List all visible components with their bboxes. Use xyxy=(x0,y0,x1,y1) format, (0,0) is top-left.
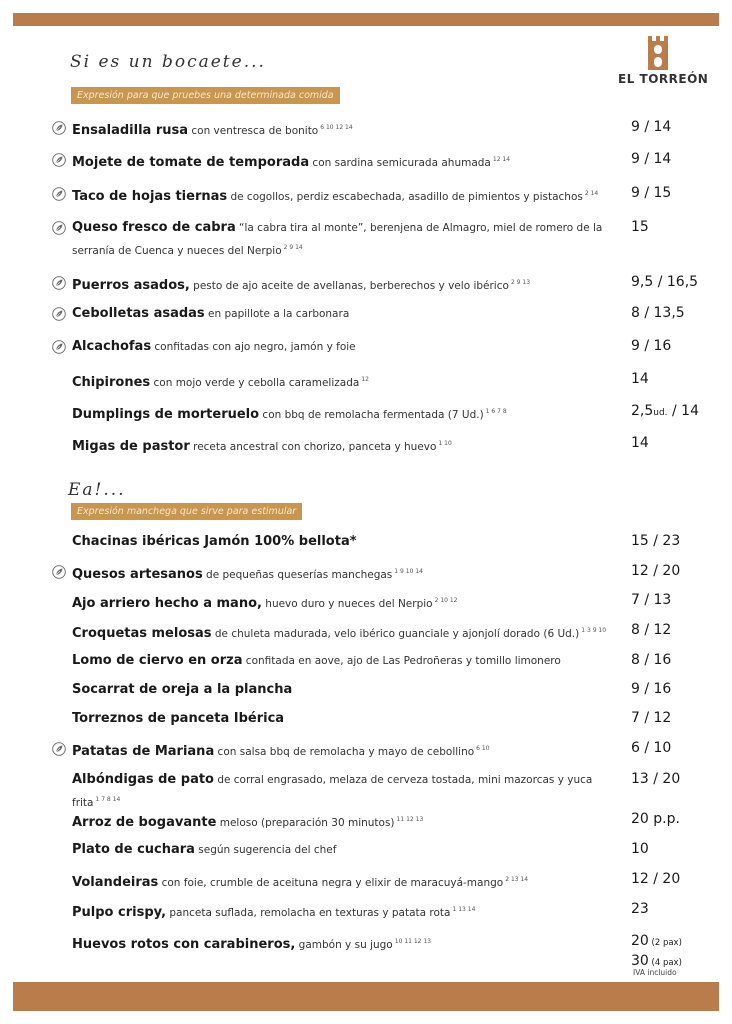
item-description: receta ancestral con chorizo, panceta y huevo xyxy=(189,441,437,453)
item-name: Alcachofas xyxy=(72,339,152,354)
allergen-codes: 1 7 8 14 xyxy=(95,796,121,803)
item-text xyxy=(72,118,610,141)
price-unit: ud. xyxy=(653,408,668,418)
item-text xyxy=(72,900,610,923)
item-price: 7 / 13 xyxy=(631,592,672,608)
item-description: meloso (preparación 30 minutos) xyxy=(216,817,395,829)
leaf-icon xyxy=(52,186,66,200)
item-name: Huevos rotos con carabineros, xyxy=(72,937,296,952)
item-price: 15 xyxy=(631,219,649,235)
allergen-codes: 6 10 xyxy=(476,745,490,752)
leaf-icon xyxy=(52,152,66,166)
item-text xyxy=(72,739,610,762)
item-description: con sardina semicurada ahumada xyxy=(309,157,491,169)
item-description: de pequeñas queserías manchegas xyxy=(202,569,393,581)
item-description: con ventresca de bonito xyxy=(188,125,319,137)
allergen-codes: 1 9 10 14 xyxy=(394,568,423,575)
item-text xyxy=(72,218,610,261)
item-description: con mojo verde y cebolla caramelizada xyxy=(150,377,360,389)
item-name: Ensaladilla rusa xyxy=(72,123,189,138)
item-price: 15 / 23 xyxy=(631,533,681,549)
item-price: 9 / 16 xyxy=(631,338,672,354)
pax-two-label: (2 pax) xyxy=(648,938,682,948)
item-price xyxy=(631,402,699,423)
allergen-codes: 1 3 9 10 xyxy=(581,627,607,634)
section2-title: Ea!... xyxy=(68,480,126,500)
price-four-pax: 30 xyxy=(631,953,649,969)
item-name: Chacinas ibéricas Jamón 100% bellota* xyxy=(72,534,357,549)
item-price: 8 / 13,5 xyxy=(631,305,685,321)
item-name: Volandeiras xyxy=(72,875,159,890)
item-description: en papillote a la carbonara xyxy=(204,308,350,320)
item-name: Torreznos de panceta Ibérica xyxy=(72,711,285,726)
item-name: Ajo arriero hecho a mano, xyxy=(72,596,262,611)
leaf-icon xyxy=(52,564,66,578)
item-text xyxy=(72,402,610,425)
logo xyxy=(618,36,709,86)
item-text xyxy=(72,770,610,813)
allergen-codes: 6 10 12 14 xyxy=(320,124,353,131)
vat-note: IVA incluido xyxy=(633,968,677,977)
item-name: Mojete de tomate de temporada xyxy=(72,155,310,170)
price-main: 2,5 xyxy=(631,403,654,419)
section2-tag: Expresión manchega que sirve para estimular xyxy=(71,503,302,520)
section1-tag: Expresión para que pruebes una determinada comida xyxy=(71,87,340,104)
item-description: según sugerencia del chef xyxy=(194,844,337,856)
item-price: 23 xyxy=(631,901,649,917)
item-price: 7 / 12 xyxy=(631,710,672,726)
item-price: 14 xyxy=(631,435,649,451)
item-price: 10 xyxy=(631,841,649,857)
section1-title: Si es un bocaete... xyxy=(70,52,266,72)
item-price: 6 / 10 xyxy=(631,740,672,756)
item-description: pesto de ajo aceite de avellanas, berberechos y velo ibérico xyxy=(189,280,509,292)
allergen-codes: 1 10 xyxy=(438,440,452,447)
item-name: Arroz de bogavante xyxy=(72,815,217,830)
allergen-codes: 11 12 13 xyxy=(396,816,424,823)
item-description: panceta suflada, remolacha en texturas y patata rota xyxy=(166,907,451,919)
item-price: 9 / 15 xyxy=(631,185,672,201)
allergen-codes: 10 11 12 13 xyxy=(394,938,432,945)
item-text xyxy=(72,840,610,860)
item-price: 20 p.p. xyxy=(631,811,680,827)
top-band xyxy=(13,13,719,26)
item-text xyxy=(72,932,610,955)
leaf-icon xyxy=(52,120,66,134)
item-description: con salsa bbq de remolacha y mayo de cebollino xyxy=(214,746,475,758)
allergen-codes: 2 13 14 xyxy=(505,876,529,883)
item-description: con bbq de remolacha fermentada (7 Ud.) xyxy=(259,409,484,421)
leaf-icon xyxy=(52,220,66,234)
item-text xyxy=(72,150,610,173)
item-text xyxy=(72,870,610,893)
item-price: 8 / 16 xyxy=(631,652,672,668)
item-name: Albóndigas de pato xyxy=(72,772,214,787)
item-text xyxy=(72,370,610,393)
item-name: Dumplings de morteruelo xyxy=(72,407,260,422)
item-text xyxy=(72,304,610,324)
item-name: Croquetas melosas xyxy=(72,626,212,641)
item-text xyxy=(72,434,610,457)
item-text xyxy=(72,184,610,207)
item-name: Puerros asados, xyxy=(72,278,190,293)
item-description: de chuleta madurada, velo ibérico guanciale y ajonjolí dorado (6 Ud.) xyxy=(211,628,580,640)
item-name: Plato de cuchara xyxy=(72,842,195,857)
item-name: Migas de pastor xyxy=(72,439,190,454)
item-text xyxy=(72,562,610,585)
item-name: Queso fresco de cabra xyxy=(72,220,236,235)
item-price: 12 / 20 xyxy=(631,871,681,887)
item-name: Quesos artesanos xyxy=(72,567,203,582)
item-text xyxy=(72,810,610,833)
item-price: 14 xyxy=(631,371,649,387)
item-price: 9,5 / 16,5 xyxy=(631,274,699,290)
item-price: 9 / 14 xyxy=(631,151,672,167)
allergen-codes: 2 10 12 xyxy=(434,597,458,604)
item-price: 9 / 16 xyxy=(631,681,672,697)
allergen-codes: 1 13 14 xyxy=(452,906,476,913)
allergen-codes: 2 9 13 xyxy=(510,279,531,286)
item-name: Pulpo crispy, xyxy=(72,905,167,920)
bottom-band xyxy=(13,982,719,1011)
leaf-icon xyxy=(52,339,66,353)
allergen-codes: 2 9 14 xyxy=(283,244,303,251)
item-name: Socarrat de oreja a la plancha xyxy=(72,682,293,697)
price-rest: / 14 xyxy=(667,403,699,419)
item-name: Cebolletas asadas xyxy=(72,306,205,321)
item-name: Chipirones xyxy=(72,375,151,390)
item-text xyxy=(72,591,610,614)
allergen-codes: 12 xyxy=(361,376,369,383)
allergen-codes: 2 14 xyxy=(584,190,599,197)
price-two-pax: 20 xyxy=(631,933,649,949)
pax-four-label: (4 pax) xyxy=(648,958,682,968)
allergen-codes: 1 6 7 8 xyxy=(485,408,507,415)
item-text xyxy=(72,680,610,699)
item-description: confitada en aove, ajo de Las Pedroñeras y tomillo limonero xyxy=(242,655,561,667)
item-name: Patatas de Mariana xyxy=(72,744,215,759)
item-description: confitadas con ajo negro, jamón y foie xyxy=(151,341,356,353)
item-text xyxy=(72,651,610,671)
leaf-icon xyxy=(52,741,66,755)
leaf-icon xyxy=(52,275,66,289)
item-text xyxy=(72,621,610,644)
item-text xyxy=(72,337,610,357)
allergen-codes: 12 14 xyxy=(492,156,511,163)
item-description: huevo duro y nueces del Nerpio xyxy=(261,598,433,610)
item-text xyxy=(72,709,610,728)
item-description: de corral engrasado, melaza de cerveza tostada, mini mazorcas y yuca frita xyxy=(72,774,593,809)
leaf-icon xyxy=(52,306,66,320)
item-description: gambón y su jugo xyxy=(295,939,393,951)
item-description: con foie, crumble de aceituna negra y elixir de maracuyá-mango xyxy=(158,877,504,889)
item-price: 12 / 20 xyxy=(631,563,681,579)
tower-icon xyxy=(648,36,668,70)
item-name: Lomo de ciervo en orza xyxy=(72,653,243,668)
item-price: 8 / 12 xyxy=(631,622,672,638)
item-price: 9 / 14 xyxy=(631,119,672,135)
item-description: “la cabra tira al monte”, berenjena de Almagro, miel de romero de la serranía de Cuenca y nueces del Nerpio xyxy=(72,222,603,257)
item-name: Taco de hojas tiernas xyxy=(72,189,228,204)
brand-name: EL TORREÓN xyxy=(618,72,709,86)
item-text xyxy=(72,273,610,296)
item-price xyxy=(631,932,682,972)
item-description: de cogollos, perdiz escabechada, asadillo de pimientos y pistachos xyxy=(227,191,583,203)
item-price: 13 / 20 xyxy=(631,771,681,787)
item-text xyxy=(72,532,610,551)
